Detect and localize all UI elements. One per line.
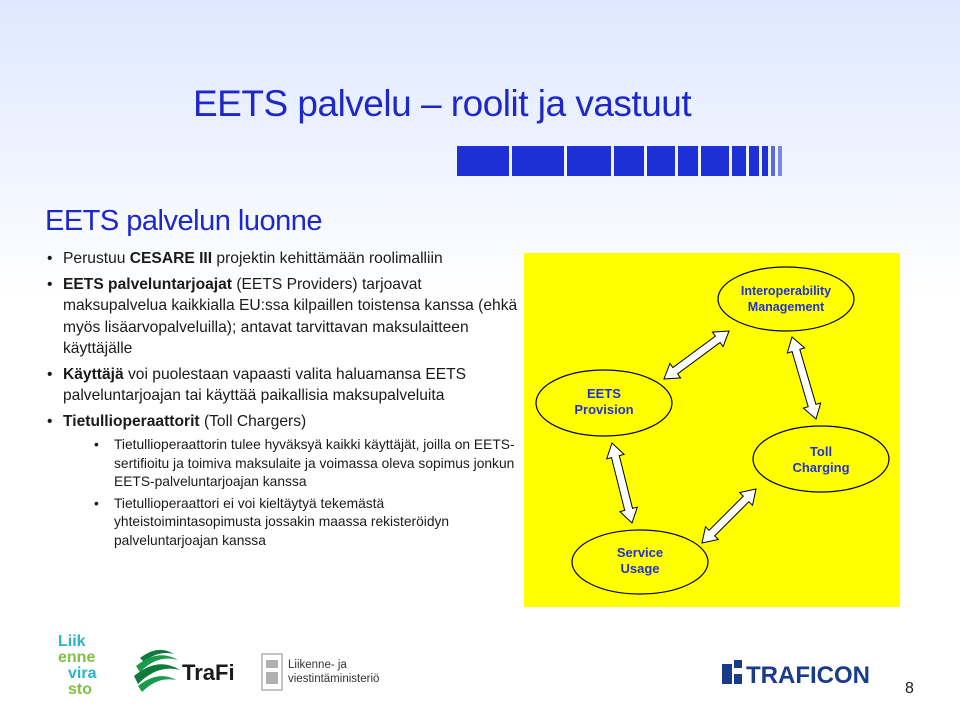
interop-node	[718, 267, 854, 331]
lvm-logo	[262, 654, 379, 690]
footer-logos	[0, 630, 960, 705]
decorative-bar	[457, 146, 785, 176]
bullet-emphasis: EETS palveluntarjoajat	[63, 275, 232, 293]
bullet-text: Perustuu	[63, 250, 130, 267]
svg-text:TraFi: TraFi	[182, 660, 235, 685]
svg-text:TRAFICON: TRAFICON	[746, 662, 870, 689]
interop-label-1: Interoperability	[740, 284, 832, 298]
svg-text:enne: enne	[58, 649, 96, 666]
sub-bullet-item: • Tietullioperaattorin tulee hyväksyä kaikki käyttäjät, joilla on EETS-sertifioitu ja toimiva maksulaite ja voimassa oleva sopimus jonkun EETS-palveluntarjoajan kanssa	[92, 436, 534, 492]
bullet-item	[45, 364, 525, 407]
provision-label-2: Provision	[574, 402, 634, 417]
svg-text:sto: sto	[68, 681, 92, 698]
svg-text:Liik: Liik	[58, 633, 86, 650]
service-label-2: Usage	[620, 561, 660, 576]
bullet-text: (Toll Chargers)	[199, 412, 307, 430]
bullet-text: projektin kehittämään roolimalliin	[212, 250, 443, 267]
trafi-logo	[134, 650, 235, 692]
svg-text:viestintäministeriö: viestintäministeriö	[288, 673, 380, 685]
slide-title: EETS palvelu – roolit ja vastuut	[193, 83, 692, 124]
bullet-list	[45, 248, 525, 554]
toll-label-1: Toll	[809, 444, 833, 459]
toll-label-2: Charging	[792, 460, 850, 475]
roles-diagram	[524, 253, 900, 607]
svg-text:vira: vira	[68, 665, 97, 682]
provision-label-1: EETS	[587, 386, 621, 401]
toll-node	[753, 426, 889, 492]
service-label-1: Service	[616, 545, 664, 560]
bullet-emphasis: CESARE III	[129, 250, 213, 267]
svg-text:Liikenne- ja: Liikenne- ja	[288, 659, 347, 671]
bullet-emphasis: Käyttäjä	[63, 365, 124, 383]
bullet-text: (EETS Providers) tarjoavat maksupalvelua kaikkialla EU:ssa kilpaillen toistensa kanssa (ehkä myös lisäarvopalveluilla); antavat tarvittavan maksulaitteen käyttäjälle	[63, 275, 518, 357]
bullet-emphasis: Tietullioperaattorit	[63, 412, 200, 430]
liikennevirasto-logo	[58, 633, 97, 698]
traficon-logo	[722, 660, 870, 689]
bullet-item	[45, 411, 525, 433]
interop-label-2: Management	[747, 300, 825, 314]
section-title: EETS palvelun luonne	[45, 205, 322, 237]
bullet-item	[45, 274, 525, 360]
page-number: 8	[905, 680, 914, 697]
bullet-text: voi puolestaan vapaasti valita haluamansa EETS palveluntarjoajan tai käyttää paikallisia maksupalveluita	[63, 365, 467, 404]
bullet-item	[45, 248, 525, 270]
sub-bullet-item: • Tietullioperaattori ei voi kieltäytyä tekemästä yhteistoimintasopimusta jossakin maassa rekisteröidyn palveluntarjoajan kanssa	[92, 495, 534, 551]
